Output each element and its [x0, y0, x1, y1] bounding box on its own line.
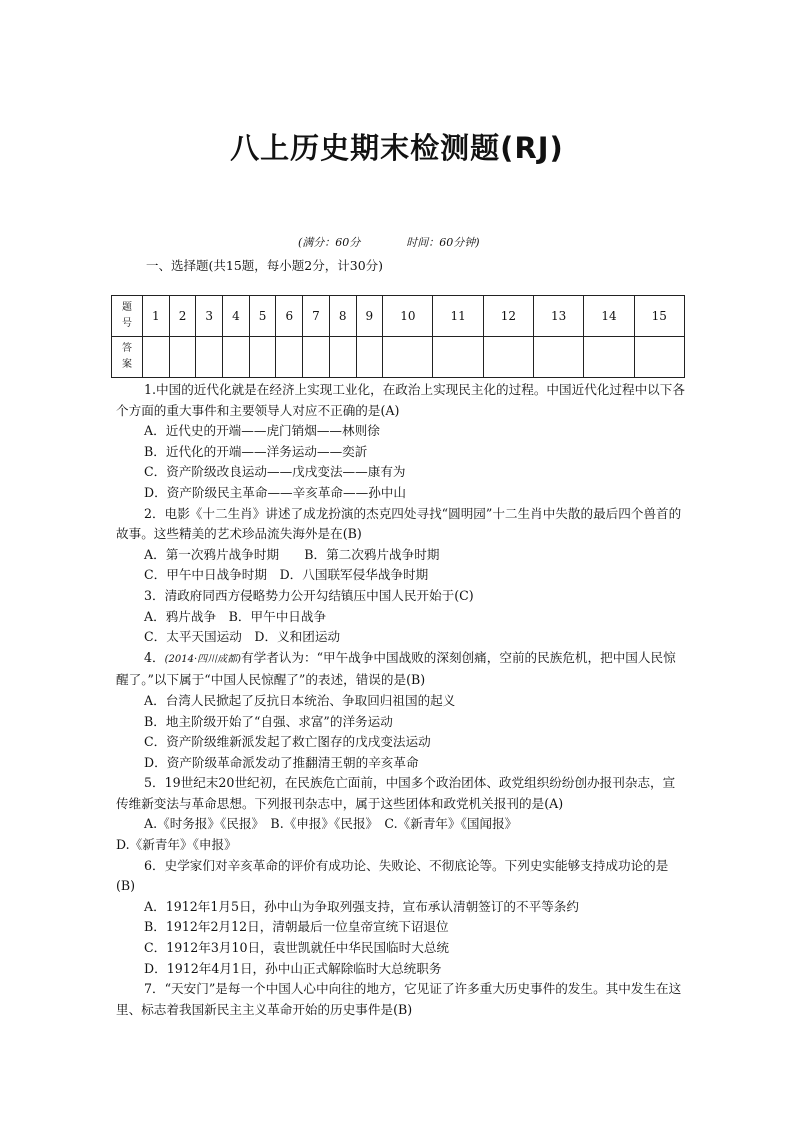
answer-cell[interactable] — [169, 337, 196, 378]
question-6-option: D．1912年4月1日，孙中山正式解除临时大总统职务 — [144, 960, 442, 976]
question-5-options: A.《时务报》《民报》 B.《申报》《民报》 C.《新青年》《国闻报》 — [144, 816, 518, 832]
question-3-options: A．鸦片战争 B．甲午中日战争 — [144, 608, 327, 624]
section-heading: 一、选择题(共15题，每小题2分，计30分) — [146, 258, 384, 273]
question-2-options: A．第一次鸦片战争时期 B．第二次鸦片战争时期 — [144, 546, 440, 562]
question-1-option: D．资产阶级民主革命——辛亥革命——孙中山 — [144, 484, 406, 500]
answer-cell[interactable] — [223, 337, 250, 378]
number-cell: 8 — [329, 296, 356, 337]
number-cell: 11 — [433, 296, 483, 337]
question-1-option: B．近代化的开端——洋务运动——奕訢 — [144, 443, 368, 459]
answer-cell[interactable] — [634, 337, 684, 378]
question-number: 4． — [144, 649, 165, 665]
question-5-options: D.《新青年》《申报》 — [116, 837, 237, 853]
number-cell: 4 — [223, 296, 250, 337]
question-6-option: A．1912年1月5日，孙中山为争取列强支持，宣布承认清朝签订的不平等条约 — [144, 898, 579, 914]
row-label-number: 题 号 — [112, 296, 143, 337]
question-text: 有学者认为：“甲午战争中国战败的深刻创痛，空前的民族危机，把中国人民惊醒了。”以下属于“中国人民惊醒了”的表述，错误的是(B) — [116, 649, 676, 688]
exam-meta — [298, 234, 526, 250]
answer-cell[interactable] — [356, 337, 383, 378]
number-cell: 13 — [534, 296, 584, 337]
number-cell: 7 — [303, 296, 330, 337]
number-cell: 1 — [143, 296, 170, 337]
question-3-stem: 3．清政府同西方侵略势力公开勾结镇压中国人民开始于(C) — [144, 587, 474, 603]
answer-row — [112, 337, 685, 378]
answer-cell[interactable] — [276, 337, 303, 378]
question-source: (2014·四川成都) — [164, 653, 242, 665]
question-2-options: C．甲午中日战争时期 D．八国联军侵华战争时期 — [144, 567, 429, 583]
number-cell: 15 — [634, 296, 684, 337]
questions — [116, 380, 686, 1020]
answer-cell[interactable] — [584, 337, 634, 378]
question-3-options: C．太平天国运动 D．义和团运动 — [144, 629, 341, 645]
answer-table — [111, 295, 685, 378]
question-4-option: D．资产阶级革命派发动了推翻清王朝的辛亥革命 — [144, 754, 419, 770]
time-limit: 时间：60分钟) — [406, 236, 480, 249]
question-1-option: C．资产阶级改良运动——戊戌变法——康有为 — [144, 464, 406, 480]
question-4-stem — [116, 648, 686, 691]
number-cell: 2 — [169, 296, 196, 337]
row-label-answer: 答 案 — [112, 337, 143, 378]
number-cell: 12 — [483, 296, 533, 337]
answer-cell[interactable] — [329, 337, 356, 378]
number-cell: 9 — [356, 296, 383, 337]
answer-cell[interactable] — [249, 337, 276, 378]
question-2-stem: 2．电影《十二生肖》讲述了成龙扮演的杰克四处寻找“圆明园”十二生肖中失散的最后四个兽首的故事。这些精美的艺术珍品流失海外是在(B) — [116, 505, 682, 542]
question-5-stem: 5．19世纪末20世纪初，在民族危亡面前，中国多个政治团体、政党组织纷纷创办报刊杂志，宣传维新变法与革命思想。下列报刊杂志中，属于这些团体和政党机关报刊的是(A) — [116, 775, 676, 811]
question-4-option: C．资产阶级维新派发起了救亡图存的戊戌变法运动 — [144, 734, 431, 750]
number-cell: 3 — [196, 296, 223, 337]
question-4-option: B．地主阶级开始了“自强、求富”的洋务运动 — [144, 713, 393, 729]
number-row — [112, 296, 685, 337]
full-score: (满分：60分 — [298, 236, 361, 249]
question-1-option: A．近代史的开端——虎门销烟——林则徐 — [144, 423, 380, 439]
number-cell: 6 — [276, 296, 303, 337]
answer-cell[interactable] — [303, 337, 330, 378]
question-6-stem: 6．史学家们对辛亥革命的评价有成功论、失败论、不彻底论等。下列史实能够支持成功论的是(B) — [116, 857, 669, 894]
answer-cell[interactable] — [196, 337, 223, 378]
number-cell: 10 — [383, 296, 433, 337]
page-title: 八上历史期末检测题(RJ) — [230, 131, 564, 165]
answer-cell[interactable] — [534, 337, 584, 378]
answer-cell[interactable] — [433, 337, 483, 378]
question-6-option: C．1912年3月10日，袁世凯就任中华民国临时大总统 — [144, 940, 450, 956]
answer-cell[interactable] — [383, 337, 433, 378]
question-4-option: A．台湾人民掀起了反抗日本统治、争取回归祖国的起义 — [144, 692, 456, 708]
answer-cell[interactable] — [143, 337, 170, 378]
answer-cell[interactable] — [483, 337, 533, 378]
number-cell: 5 — [249, 296, 276, 337]
question-7-stem: 7．“天安门”是每一个中国人心中向往的地方，它见证了许多重大历史事件的发生。其中发生在这里、标志着我国新民主主义革命开始的历史事件是(B) — [116, 981, 682, 1017]
question-1-stem: 1.中国的近代化就是在经济上实现工业化，在政治上实现民主化的过程。中国近代化过程中以下各个方面的重大事件和主要领导人对应不正确的是(A) — [116, 382, 685, 418]
question-6-option: B．1912年2月12日，清朝最后一位皇帝宣统下诏退位 — [144, 919, 449, 935]
number-cell: 14 — [584, 296, 634, 337]
